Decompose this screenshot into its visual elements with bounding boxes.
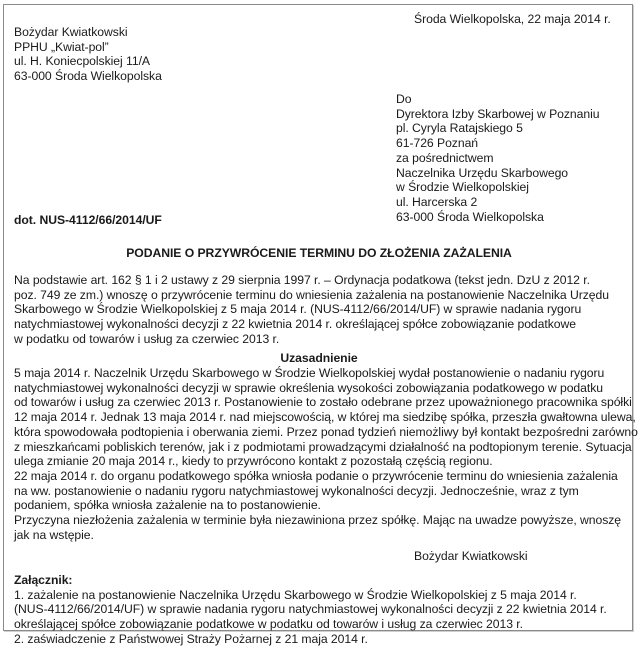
paragraph-line: 12 maja 2014 r. Jednak 13 maja 2014 r. nad miejscowością, w której ma siedzibę spółka, przeszła gwałtowna ulewa,: [14, 410, 636, 425]
reference-number: dot. NUS-4112/66/2014/UF: [14, 213, 162, 227]
place-date: Środa Wielkopolska, 22 maja 2014 r.: [414, 12, 611, 26]
paragraph-line: 5 maja 2014 r. Naczelnik Urzędu Skarbowego w Środzie Wielkopolskiej wydał postanowienie o nadaniu rygoru: [14, 366, 605, 380]
document-page: [3, 4, 638, 646]
recipient-line: pl. Cyryla Ratajskiego 5: [396, 121, 523, 136]
recipient-line: w Środzie Wielkopolskiej: [396, 180, 529, 195]
paragraph-line: na ww. postanowienie o nadaniu rygoru natychmiastowej wykonalności decyzji. Jednocześnie, wraz z tym: [14, 483, 579, 498]
attachments-label: Załącznik:: [14, 573, 73, 587]
recipient-line: 61-726 Poznań: [396, 136, 479, 151]
recipient-line: Dyrektora Izby Skarbowej w Poznaniu: [396, 106, 600, 121]
sender-city: 63-000 Środa Wielkopolska: [14, 69, 162, 84]
recipient-address: [396, 92, 600, 224]
sender-company: PPHU „Kwiat-pol”: [14, 39, 109, 54]
paragraph-line: z mieszkańcami pobliskich terenów, jak i z podmiotami prowadzącymi działalność na podtopionym terenie. Sytuacja: [14, 439, 632, 454]
signature: Bożydar Kwiatkowski: [414, 549, 528, 563]
sender-address: [14, 25, 162, 84]
paragraph-line: Na podstawie art. 162 § 1 i 2 ustawy z 29 sierpnia 1997 r. – Ordynacja podatkowa (tekst jedn. DzU z 2012 r.: [14, 273, 590, 287]
paragraph-line: jak na wstępie.: [14, 527, 94, 542]
paragraph-line: poz. 749 ze zm.) wnoszę o przywrócenie terminu do wniesienia zażalenia na postanowienie Naczelnika Urzędu: [14, 287, 609, 302]
justification-heading: Uzasadnienie: [280, 351, 358, 365]
attachment-item: 2. zaświadczenie z Państwowej Straży Pożarnej z 21 maja 2014 r.: [14, 631, 368, 646]
paragraph-line: ulega zmianie 20 maja 2014 r., kiedy to przywrócono kontakt z pozostałą częścią regionu.: [14, 454, 493, 469]
paragraph-line: która spowodowała podtopienia i oberwania ziemi. Przez ponad tydzień niemożliwy był kontakt bezpośredni zarówno: [14, 424, 638, 439]
attachment-item: 1. zażalenie na postanowienie Naczelnika Urzędu Skarbowego w Środzie Wielkopolskiej z 5 maja 2014 r.: [14, 587, 577, 602]
paragraph-line: w podatku od towarów i usług za czerwiec 2013 r.: [14, 331, 280, 346]
intro-paragraph: [14, 273, 609, 347]
paragraph-line: Przyczyna niezłożenia zażalenia w terminie była niezawiniona przez spółkę. Mając na uwadze powyższe, wnoszę: [14, 513, 622, 528]
attachment-item: określającej spółce zobowiązanie podatkowe w podatku od towarów i usług za czerwiec 2013 r.: [14, 617, 523, 632]
recipient-line: za pośrednictwem: [396, 150, 494, 165]
recipient-line: Naczelnika Urzędu Skarbowego: [396, 165, 569, 180]
sender-street: ul. H. Koniecpolskiej 11/A: [14, 54, 150, 69]
paragraph-line: natychmiastowej wykonalności decyzji z 22 kwietnia 2014 r. określającej spółce zobowiązanie podatkowe: [14, 317, 576, 332]
paragraph-line: 22 maja 2014 r. do organu podatkowego spółka wniosła podanie o przywrócenie terminu do wniesienia zażalenia: [14, 468, 618, 483]
paragraph-line: natychmiastowej wykonalności decyzji w sprawie określenia wysokości zobowiązania podatkowego w podatku: [14, 380, 604, 395]
recipient-line: 63-000 Środa Wielkopolska: [396, 209, 544, 224]
paragraph-line: Skarbowego w Środzie Wielkopolskiej z 5 maja 2014 r. (NUS-4112/66/2014/UF) w sprawie nadania rygoru: [14, 302, 582, 317]
recipient-line: ul. Harcerska 2: [396, 194, 478, 209]
justification-body: [14, 366, 638, 542]
document-title: PODANIE O PRZYWRÓCENIE TERMINU DO ZŁOŻENIA ZAŻALENIA: [126, 246, 512, 260]
sender-name: Bożydar Kwiatkowski: [14, 25, 128, 39]
paragraph-line: podaniem, spółka wniosła zażalenie na to postanowienie.: [14, 498, 321, 513]
paragraph-line: od towarów i usług za czerwiec 2013 r. Postanowienie to zostało odebrane przez upoważnionego pracownika spółki: [14, 395, 632, 410]
attachments-section: [14, 573, 607, 647]
attachment-item: (NUS-4112/66/2014/UF) w sprawie nadania rygoru natychmiastowej wykonalności decyzji z 22 kwietnia 2014 r.: [14, 602, 607, 617]
recipient-line: Do: [396, 92, 412, 106]
